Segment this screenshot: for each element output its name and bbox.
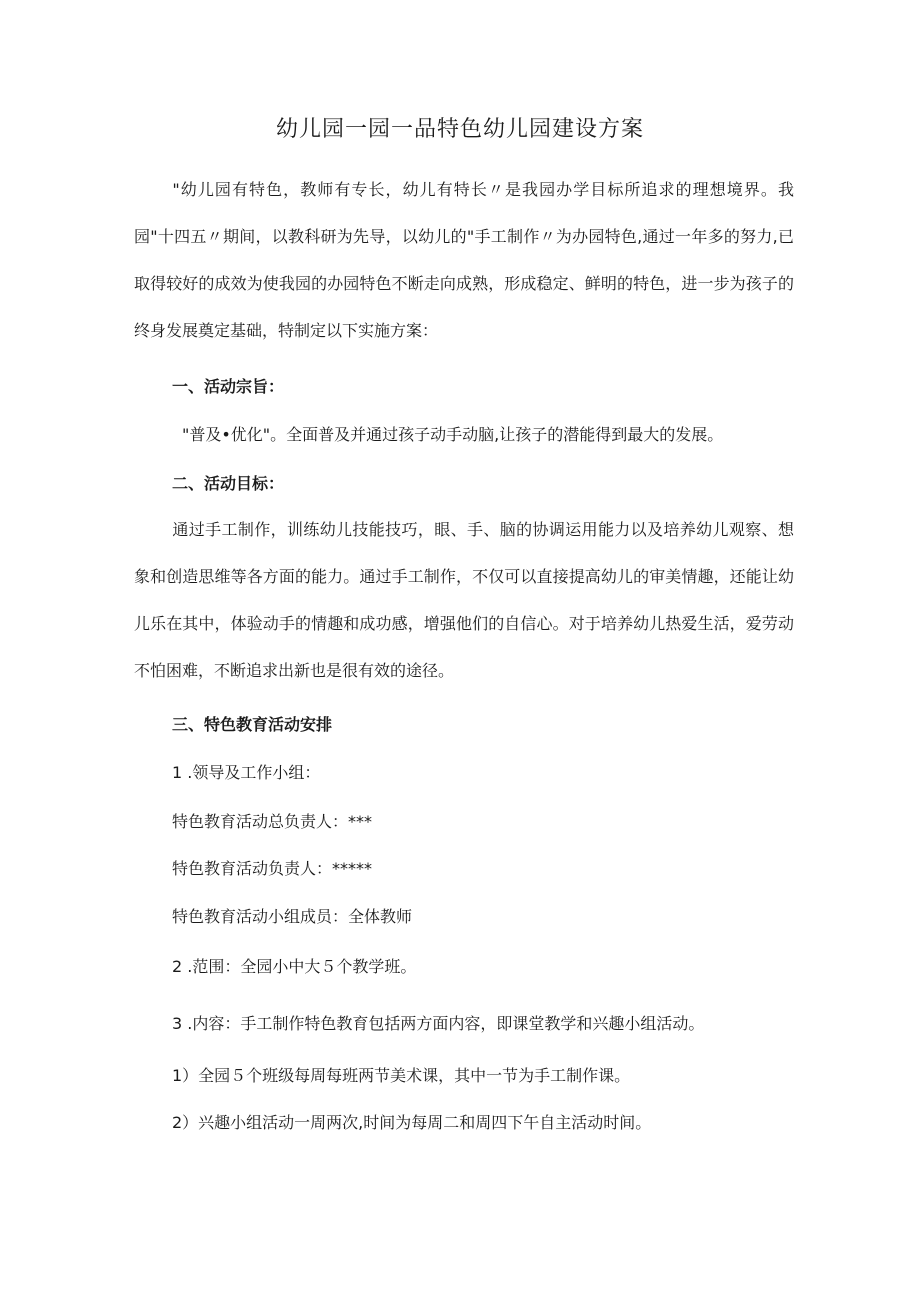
section3-sub2: 2）兴趣小组活动一周两次,时间为每周二和周四下午自主活动时间。	[172, 1113, 652, 1132]
section3-item1: 1 .领导及工作小组：	[172, 763, 321, 782]
section3-item2: 2 .范围：全园小中大５个教学班。	[172, 957, 417, 976]
section3-item3: 3 .内容：手工制作特色教育包括两方面内容，即课堂教学和兴趣小组活动。	[172, 1014, 705, 1033]
intro-paragraph: "幼儿园有特色，教师有专长，幼儿有特长〃是我园办学目标所追求的理想境界。我园"十四五〃期间，以教科研为先导，以幼儿的"手工制作〃为办园特色,通过一年多的努力,已取得较好的成效为使我园的办园特色不断走向成熟，形成稳定、鲜明的特色，进一步为孩子的终身发展奠定基础，特制定以下实施方案：	[134, 180, 794, 340]
leader-total-line: 特色教育活动总负责人：***	[172, 812, 373, 831]
section1-heading: 一、活动宗旨：	[172, 377, 285, 396]
section1-text: "普及•优化"。全面普及并通过孩子动手动脑,让孩子的潜能得到最大的发展。	[182, 425, 724, 444]
members-line: 特色教育活动小组成员：全体教师	[172, 907, 413, 926]
leader-line: 特色教育活动负责人：*****	[172, 859, 373, 878]
section2-paragraph: 通过手工制作，训练幼儿技能技巧，眼、手、脑的协调运用能力以及培养幼儿观察、想象和创造思维等各方面的能力。通过手工制作，不仅可以直接提高幼儿的审美情趣，还能让幼儿乐在其中，体验动手的情趣和成功感，增强他们的自信心。对于培养幼儿热爱生活，爱劳动不怕困难，不断追求出新也是很有效的途径。	[134, 520, 794, 680]
section3-sub1: 1）全园５个班级每周每班两节美术课，其中一节为手工制作课。	[172, 1066, 631, 1085]
section2-heading: 二、活动目标：	[172, 474, 285, 493]
document-title: 幼儿园一园一品特色幼儿园建设方案	[275, 117, 644, 142]
section3-heading: 三、特色教育活动安排	[172, 715, 333, 734]
